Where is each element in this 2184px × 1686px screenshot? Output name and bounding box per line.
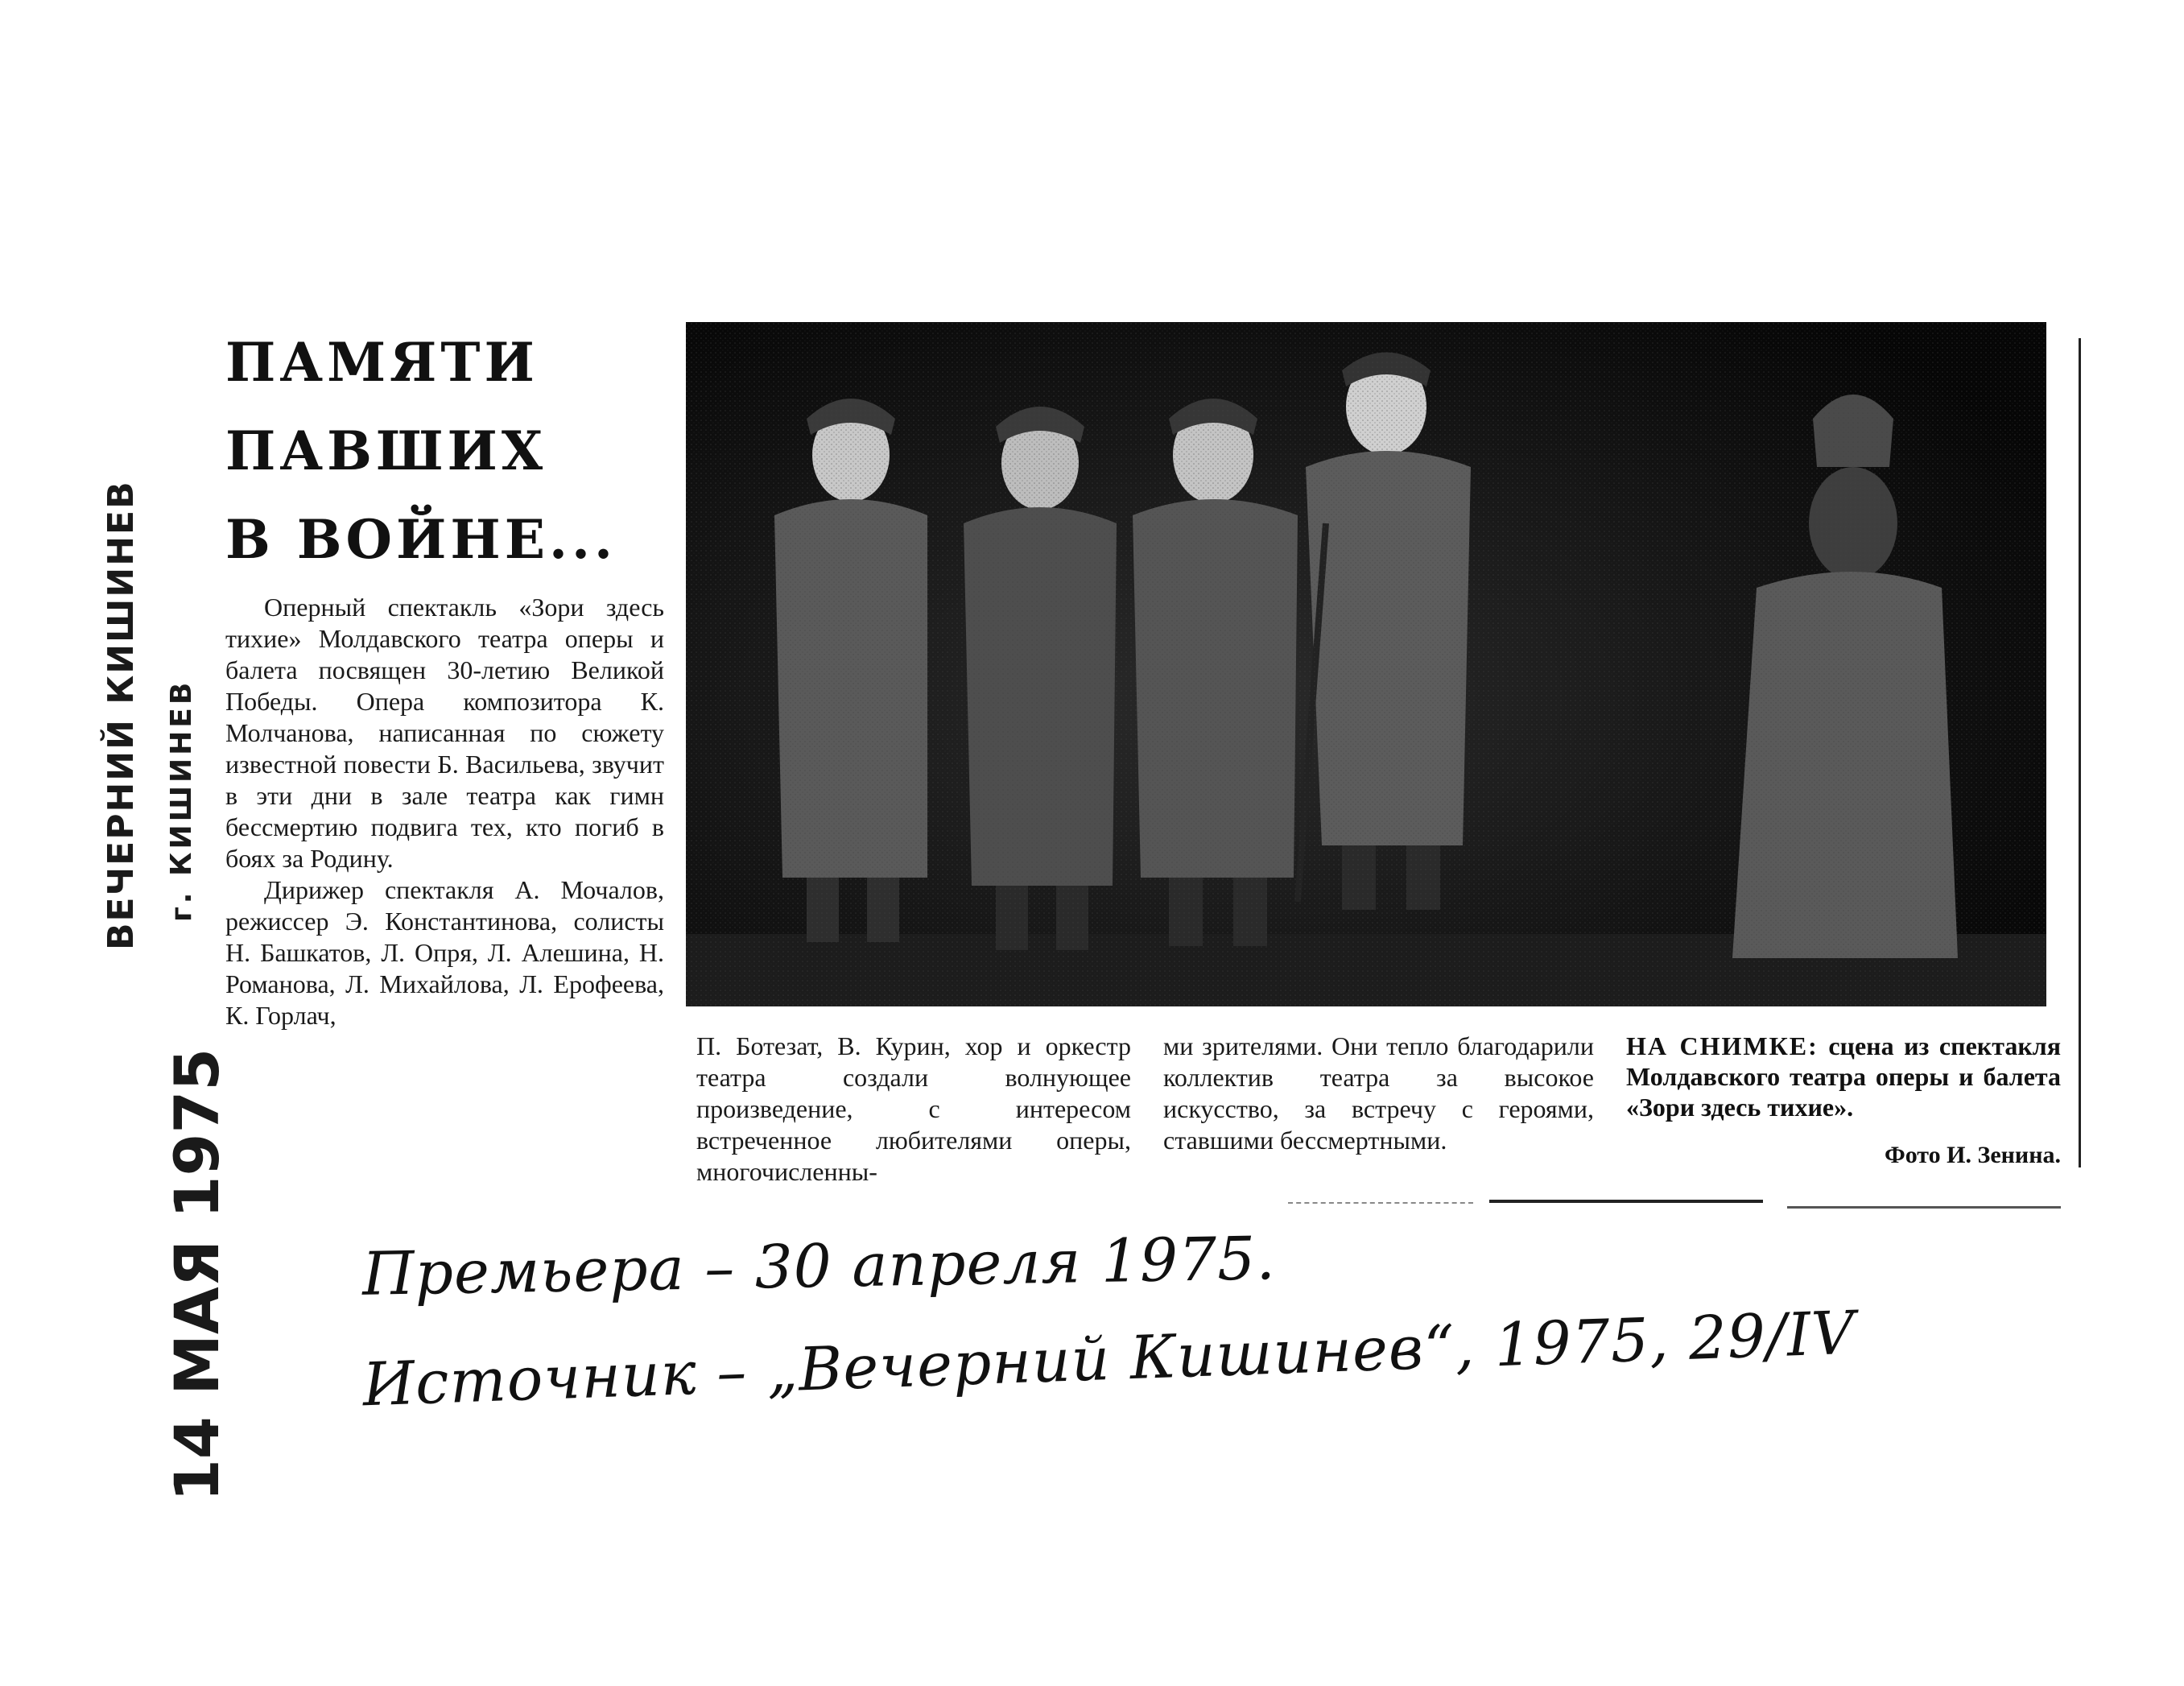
photo-caption xyxy=(1626,1031,2061,1122)
article-paragraph-4: ми зрителями. Они тепло благодарили коллектив театра за высокое искусство, за встречу с героями, ставшими бессмертными. xyxy=(1163,1031,1594,1155)
newspaper-stamp: ВЕЧЕРНИЙ КИШИНЕВ xyxy=(101,480,142,950)
article-column-2 xyxy=(696,1031,1131,1188)
horizontal-rule-2 xyxy=(1787,1206,2061,1209)
city-stamp: г. КИШИНЕВ xyxy=(165,679,198,922)
headline-line-3: В ВОЙНЕ... xyxy=(225,508,617,571)
article-paragraph-3: П. Ботезат, В. Курин, хор и оркестр театра создали волнующее произведение, с интересом встреченное любителями оперы, многочисленны- xyxy=(696,1031,1131,1186)
handwritten-premiere-note: Премьера – 30 апреля 1975. xyxy=(361,1224,1277,1309)
article-column-3 xyxy=(1163,1031,1594,1156)
article-paragraph-2: Дирижер спектакля А. Мочалов, режиссер Э. Константинова, солисты Н. Башкатов, Л. Опря, Л. Алешина, Н. Романова, Л. Михайлова, Л. Ерофеева, К. Горлач, xyxy=(225,875,664,1030)
stage-photo-image xyxy=(686,322,2046,1006)
date-stamp: 14 МАЯ 1975 xyxy=(161,1048,233,1502)
headline xyxy=(225,318,676,584)
photo-credit: Фото И. Зенина. xyxy=(1884,1142,2061,1168)
article-column-1 xyxy=(225,592,664,1031)
horizontal-rule xyxy=(1489,1200,1763,1203)
dashed-rule xyxy=(1288,1202,1473,1204)
headline-line-1: ПАМЯТИ xyxy=(225,331,539,394)
article-paragraph-1: Оперный спектакль «Зори здесь тихие» Молдавского театра оперы и балета посвящен 30-летию Великой Победы. Опера композитора К. Молчанова, написанная по сюжету известной повести Б. Васильева, звучит в эти дни в зале театра как гимн бессмертию подвига тех, кто погиб в боях за Родину. xyxy=(225,593,664,873)
stage-photo xyxy=(686,322,2046,1006)
headline-line-2: ПАВШИХ xyxy=(225,419,547,482)
vertical-rule xyxy=(2079,338,2081,1167)
caption-text: сцена из спектакля Молдавского театра оперы и балета «Зори здесь тихие». xyxy=(1626,1031,2062,1122)
handwritten-source-note: Источник – „Вечерний Кишинев“, 1975, 29/IV xyxy=(361,1298,1856,1420)
caption-label: НА СНИМКЕ: xyxy=(1626,1031,1819,1060)
